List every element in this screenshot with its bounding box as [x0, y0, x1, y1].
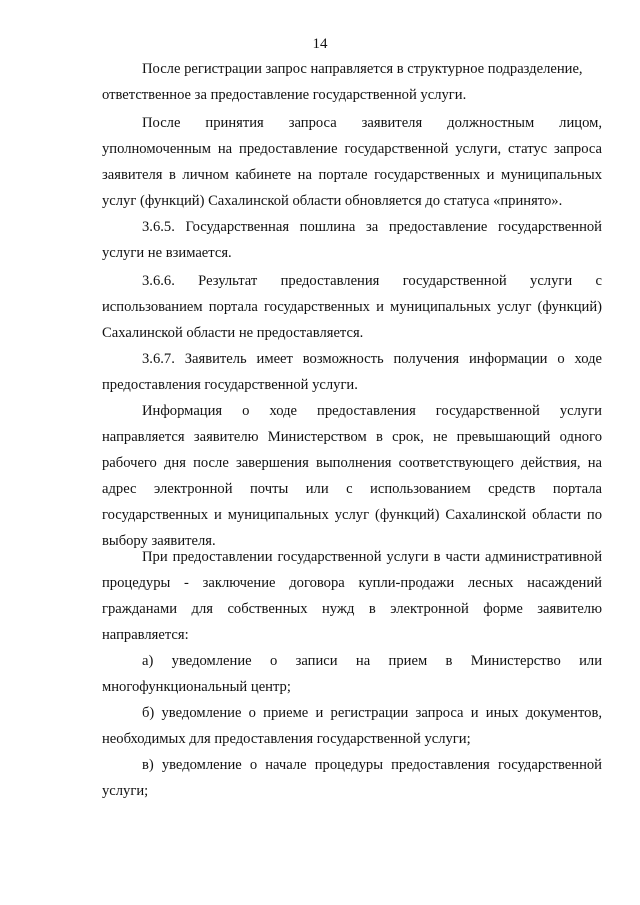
paragraph-3-6-5	[102, 214, 602, 266]
text-line: При предоставлении государственной услуги в части административной	[142, 549, 602, 565]
text-line: ответственное за предоставление государственной услуги.	[102, 87, 467, 103]
text-line: 3.6.5. Государственная пошлина за предоставление государственной	[142, 219, 602, 235]
text-line: а) уведомление о записи на прием в Министерство или	[142, 653, 602, 669]
text-line: предоставления государственной услуги.	[102, 377, 358, 393]
text-line: государственных и муниципальных услуг (функций) Сахалинской области по	[102, 507, 602, 523]
text-line: рабочего дня после завершения выполнения соответствующего действия, на	[102, 455, 602, 471]
paragraph-administrative-procedure	[102, 544, 602, 648]
text-line: Сахалинской области не предоставляется.	[102, 325, 364, 341]
text-line: 3.6.6. Результат предоставления государственной услуги с	[142, 273, 602, 289]
text-line: многофункциональный центр;	[102, 679, 291, 695]
list-item-b	[102, 700, 602, 752]
paragraph-registration	[102, 56, 602, 108]
text-line: услуг (функций) Сахалинской области обновляется до статуса «принято».	[102, 193, 563, 209]
paragraph-information	[102, 398, 602, 554]
paragraph-3-6-7	[102, 346, 602, 398]
text-line: процедуры - заключение договора купли-продажи лесных насаждений	[102, 575, 602, 591]
text-line: услуги не взимается.	[102, 245, 232, 261]
text-line: Информация о ходе предоставления государственной услуги	[142, 403, 602, 419]
text-line: После регистрации запрос направляется в структурное подразделение,	[142, 61, 583, 77]
text-line: б) уведомление о приеме и регистрации запроса и иных документов,	[142, 705, 602, 721]
text-line: направляется заявителю Министерством в срок, не превышающий одного	[102, 429, 602, 445]
text-line: После принятия запроса заявителя должностным лицом,	[142, 115, 602, 131]
list-item-c	[102, 752, 602, 804]
text-line: уполномоченным на предоставление государственной услуги, статус запроса	[102, 141, 602, 157]
list-item-a	[102, 648, 602, 700]
paragraph-3-6-6	[102, 268, 602, 346]
text-line: адрес электронной почты или с использованием средств портала	[102, 481, 602, 497]
text-line: выбору заявителя.	[102, 533, 216, 549]
text-line: 3.6.7. Заявитель имеет возможность получения информации о ходе	[142, 351, 602, 367]
paragraph-status-update	[102, 110, 602, 214]
text-line: гражданами для собственных нужд в электронной форме заявителю	[102, 601, 602, 617]
text-line: направляется:	[102, 627, 189, 643]
page-number: 14	[312, 36, 328, 52]
text-line: необходимых для предоставления государственной услуги;	[102, 731, 471, 747]
text-line: услуги;	[102, 783, 149, 799]
text-line: использованием портала государственных и муниципальных услуг (функций)	[102, 299, 602, 315]
text-line: заявителя в личном кабинете на портале государственных и муниципальных	[102, 167, 602, 183]
text-line: в) уведомление о начале процедуры предоставления государственной	[142, 757, 602, 773]
